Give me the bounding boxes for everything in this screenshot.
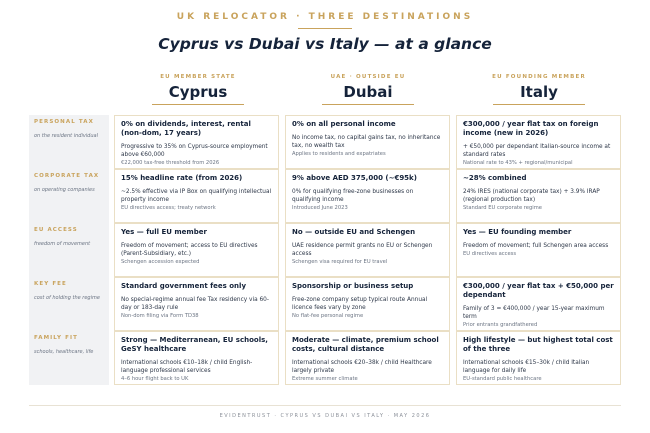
cell-headline: High lifestyle — but highest total cost of the three: [463, 336, 613, 353]
cell-cyprus-corporate-tax: [114, 169, 279, 223]
column-header-dubai: [283, 74, 453, 105]
cell-body: Freedom of movement; access to EU directives (Parent-Subsidiary, etc.): [121, 243, 258, 258]
column-region: UAE · OUTSIDE EU: [330, 74, 406, 80]
cell-headline: Strong — Mediterranean, EU schools, GeSY healthcare: [121, 336, 268, 353]
column-region: EU MEMBER STATE: [160, 74, 236, 80]
cell-dubai-family-fit: [285, 331, 450, 385]
column-country: Dubai: [343, 83, 393, 101]
cell-note: EU directives access: [463, 251, 517, 258]
row-label-subtitle: freedom of movement: [34, 241, 91, 247]
cell-body: 24% IRES (national corporate tax) + 3.9% IRAP (regional production tax): [463, 189, 600, 204]
row-label-title: EU ACCESS: [34, 227, 78, 233]
column-country: Italy: [520, 83, 558, 101]
cell-body: Family of 3 = €400,000 / year 15-year maximum term: [463, 306, 605, 321]
cell-dubai-eu-access: [285, 223, 450, 277]
row-label-corporate-tax: [34, 172, 108, 194]
cell-dubai-key-fee: [285, 277, 450, 331]
cell-cyprus-key-fee: [114, 277, 279, 331]
cell-italy-eu-access: [456, 223, 621, 277]
cell-body: Progressive to 35% on Cyprus-source employment above €60,000: [121, 144, 268, 159]
cell-note: Applies to residents and expatriates: [292, 151, 386, 158]
cell-note: Standard EU corporate regime: [463, 205, 542, 212]
cell-headline: Standard government fees only: [121, 282, 247, 290]
cell-cyprus-personal-tax: [114, 115, 279, 169]
cell-note: National rate to 43% + regional/municipal: [463, 160, 573, 167]
cell-note: 4–6 hour flight back to UK: [121, 376, 189, 383]
footer: EVIDENTRUST · CYPRUS VS DUBAI VS ITALY · MAY 2026: [219, 413, 431, 419]
row-label-title: PERSONAL TAX: [34, 119, 94, 125]
cell-body: No income tax, no capital gains tax, no inheritance tax, no wealth tax: [292, 135, 441, 150]
cell-body: 0% for qualifying free-zone businesses on qualifying income: [292, 189, 414, 204]
cell-headline: 9% above AED 375,000 (~€95k): [292, 174, 417, 182]
column-region: EU FOUNDING MEMBER: [492, 74, 586, 80]
column-rule: [152, 104, 244, 105]
cell-italy-corporate-tax: [456, 169, 621, 223]
cell-body: + €50,000 per dependant Italian-source income at standard rates: [463, 144, 611, 159]
cell-cyprus-family-fit: [114, 331, 279, 385]
cell-headline: €300,000 / year flat tax on foreign income (new in 2026): [463, 120, 599, 137]
row-label-subtitle: cost of holding the regime: [34, 295, 100, 301]
kicker-rule: [298, 28, 352, 29]
cell-note: No flat-fee personal regime: [292, 313, 364, 320]
cell-body: International schools €20–38k / child Healthcare largely private: [292, 360, 432, 375]
cell-body: International schools €10–18k / child English-language professional services: [121, 360, 253, 375]
cell-headline: Sponsorship or business setup: [292, 282, 414, 290]
cell-italy-key-fee: [456, 277, 621, 331]
cell-headline: 0% on all personal income: [292, 120, 396, 128]
cell-italy-personal-tax: [456, 115, 621, 169]
row-label-key-fee: [34, 280, 108, 302]
column-rule: [322, 104, 414, 105]
cell-headline: Moderate — climate, premium school costs, cultural distance: [292, 336, 439, 353]
footer-rule: [29, 405, 621, 406]
cell-headline: No — outside EU and Schengen: [292, 228, 416, 236]
cell-body: International schools €15–30k / child Italian language for daily life: [463, 360, 590, 375]
row-label-title: FAMILY FIT: [34, 335, 79, 341]
cell-dubai-corporate-tax: [285, 169, 450, 223]
column-country: Cyprus: [168, 83, 228, 101]
row-label-subtitle: on the resident individual: [34, 133, 98, 139]
row-label-title: KEY FEE: [34, 281, 67, 287]
cell-headline: Yes — EU founding member: [463, 228, 572, 236]
row-label-eu-access: [34, 226, 108, 248]
row-label-title: CORPORATE TAX: [34, 173, 100, 179]
cell-headline: Yes — full EU member: [121, 228, 207, 236]
cell-headline: ~28% combined: [463, 174, 527, 182]
row-label-family-fit: [34, 334, 108, 356]
cell-note: Prior entrants grandfathered: [463, 322, 538, 329]
cell-headline: €300,000 / year flat tax + €50,000 per dependant: [463, 282, 614, 299]
cell-cyprus-eu-access: [114, 223, 279, 277]
cell-note: EU-standard public healthcare: [463, 376, 542, 383]
cell-note: €22,000 tax-free threshold from 2026: [121, 160, 220, 167]
cell-note: Schengen visa required for EU travel: [292, 259, 388, 266]
cell-headline: 15% headline rate (from 2026): [121, 174, 243, 182]
cell-body: ~2.5% effective via IP Box on qualifying intellectual property income: [121, 189, 272, 204]
page-title: Cyprus vs Dubai vs Italy — at a glance: [158, 35, 492, 53]
cell-note: Extreme summer climate: [292, 376, 358, 383]
row-label-subtitle: on operating companies: [34, 187, 95, 193]
cell-body: Free-zone company setup typical route Annual licence fees vary by zone: [292, 297, 428, 312]
cell-body: Freedom of movement; full Schengen area access: [463, 243, 609, 249]
row-label-subtitle: schools, healthcare, life: [34, 349, 94, 355]
cell-body: UAE residence permit grants no EU or Schengen access: [292, 243, 433, 258]
column-rule: [493, 104, 585, 105]
cell-note: Introduced June 2023: [292, 205, 348, 212]
cell-body: No special-regime annual fee Tax residency via 60-day or 183-day rule: [121, 297, 269, 312]
cell-note: Schengen accession expected: [121, 259, 200, 266]
column-header-italy: [454, 74, 624, 105]
cell-note: EU directives access; treaty network: [121, 205, 216, 212]
column-header-cyprus: [113, 74, 283, 105]
cell-headline: 0% on dividends, interest, rental (non-dom, 17 years): [121, 120, 251, 137]
cell-italy-family-fit: [456, 331, 621, 385]
kicker: UK RELOCATOR · THREE DESTINATIONS: [176, 12, 474, 22]
cell-dubai-personal-tax: [285, 115, 450, 169]
row-label-personal-tax: [34, 118, 108, 140]
cell-note: Non-dom filing via Form TD38: [121, 313, 199, 320]
